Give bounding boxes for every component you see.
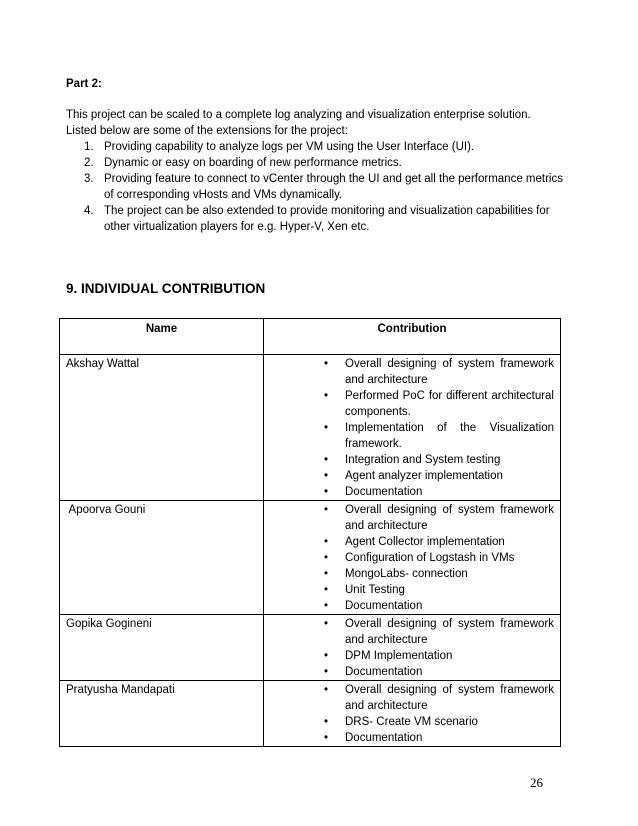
contribution-text: Unit Testing — [345, 584, 405, 596]
contribution-text: Documentation — [345, 666, 423, 678]
section-heading: 9. INDIVIDUAL CONTRIBUTION — [66, 281, 266, 296]
bullet-icon: • — [324, 650, 329, 662]
table-row — [60, 501, 561, 615]
table-body — [60, 355, 561, 747]
bullet-icon: • — [324, 486, 329, 498]
extension-item — [66, 171, 566, 203]
page-number: 26 — [530, 775, 543, 790]
extension-text: Dynamic or easy on boarding of new performance metrics. — [104, 157, 402, 169]
extension-item — [66, 139, 566, 155]
contribution-item — [264, 484, 554, 500]
contribution-text: Performed PoC for different architectural components. — [345, 390, 554, 418]
list-number: 4. — [84, 205, 94, 217]
contribution-cell — [264, 355, 561, 501]
contribution-text: DRS- Create VM scenario — [345, 716, 478, 728]
table-row — [60, 615, 561, 681]
bullet-icon: • — [324, 568, 329, 580]
contribution-list — [264, 616, 554, 680]
contribution-item — [264, 420, 554, 452]
table-row — [60, 681, 561, 747]
extension-item — [66, 155, 566, 171]
bullet-icon: • — [324, 618, 329, 630]
contribution-text: Overall designing of system framework and architecture — [345, 504, 554, 532]
intro-block — [66, 107, 566, 235]
bullet-icon: • — [324, 470, 329, 482]
contribution-list — [264, 502, 554, 614]
bullet-icon: • — [324, 666, 329, 678]
contribution-item — [264, 388, 554, 420]
list-number: 2. — [84, 157, 94, 169]
intro-line-2: Listed below are some of the extensions for the project: — [66, 125, 348, 137]
contribution-table — [59, 318, 561, 747]
contribution-item — [264, 452, 554, 468]
extension-item — [66, 203, 566, 235]
contribution-item — [264, 534, 554, 550]
contribution-list — [264, 682, 554, 746]
contribution-text: Implementation of the Visualization framework. — [345, 422, 554, 450]
header-name: Name — [60, 319, 264, 355]
contribution-cell — [264, 615, 561, 681]
contribution-item — [264, 664, 554, 680]
contribution-text: DPM Implementation — [345, 650, 453, 662]
table-header-row — [60, 319, 561, 355]
contribution-text: MongoLabs- connection — [345, 568, 468, 580]
contribution-item — [264, 682, 554, 714]
list-number: 1. — [84, 141, 94, 153]
extensions-list — [66, 139, 566, 235]
contribution-text: Overall designing of system framework and architecture — [345, 618, 554, 646]
contribution-text: Overall designing of system framework and architecture — [345, 358, 554, 386]
extension-text: The project can be also extended to provide monitoring and visualization capabilities for other virtualization players for e.g. Hyper-V, Xen etc. — [104, 205, 550, 233]
contribution-item — [264, 468, 554, 484]
part-heading: Part 2: — [66, 78, 102, 90]
bullet-icon: • — [324, 584, 329, 596]
contribution-item — [264, 582, 554, 598]
contribution-item — [264, 566, 554, 582]
member-name: Apoorva Gouni — [60, 501, 264, 615]
bullet-icon: • — [324, 422, 329, 434]
intro-line-1: This project can be scaled to a complete log analyzing and visualization enterprise solution. — [66, 109, 531, 121]
contribution-text: Agent Collector implementation — [345, 536, 505, 548]
contribution-text: Documentation — [345, 486, 423, 498]
contribution-text: Agent analyzer implementation — [345, 470, 503, 482]
bullet-icon: • — [324, 358, 329, 370]
header-contribution: Contribution — [264, 319, 561, 355]
bullet-icon: • — [324, 552, 329, 564]
contribution-text: Documentation — [345, 732, 423, 744]
bullet-icon: • — [324, 716, 329, 728]
contribution-item — [264, 598, 554, 614]
bullet-icon: • — [324, 454, 329, 466]
member-name: Gopika Gogineni — [60, 615, 264, 681]
contribution-item — [264, 550, 554, 566]
contribution-item — [264, 502, 554, 534]
contribution-text: Documentation — [345, 600, 423, 612]
contribution-item — [264, 648, 554, 664]
table-row — [60, 355, 561, 501]
member-name: Akshay Wattal — [60, 355, 264, 501]
bullet-icon: • — [324, 684, 329, 696]
bullet-icon: • — [324, 600, 329, 612]
contribution-cell — [264, 501, 561, 615]
contribution-text: Configuration of Logstash in VMs — [345, 552, 515, 564]
contribution-item — [264, 356, 554, 388]
extension-text: Providing feature to connect to vCenter through the UI and get all the performance metrics of corresponding vHosts and VMs dynamically. — [104, 173, 563, 201]
contribution-item — [264, 714, 554, 730]
extension-text: Providing capability to analyze logs per VM using the User Interface (UI). — [104, 141, 475, 153]
list-number: 3. — [84, 173, 94, 185]
contribution-text: Overall designing of system framework and architecture — [345, 684, 554, 712]
contribution-list — [264, 356, 554, 500]
member-name: Pratyusha Mandapati — [60, 681, 264, 747]
contribution-cell — [264, 681, 561, 747]
bullet-icon: • — [324, 504, 329, 516]
contribution-text: Integration and System testing — [345, 454, 501, 466]
contribution-item — [264, 616, 554, 648]
bullet-icon: • — [324, 732, 329, 744]
bullet-icon: • — [324, 536, 329, 548]
contribution-item — [264, 730, 554, 746]
bullet-icon: • — [324, 390, 329, 402]
